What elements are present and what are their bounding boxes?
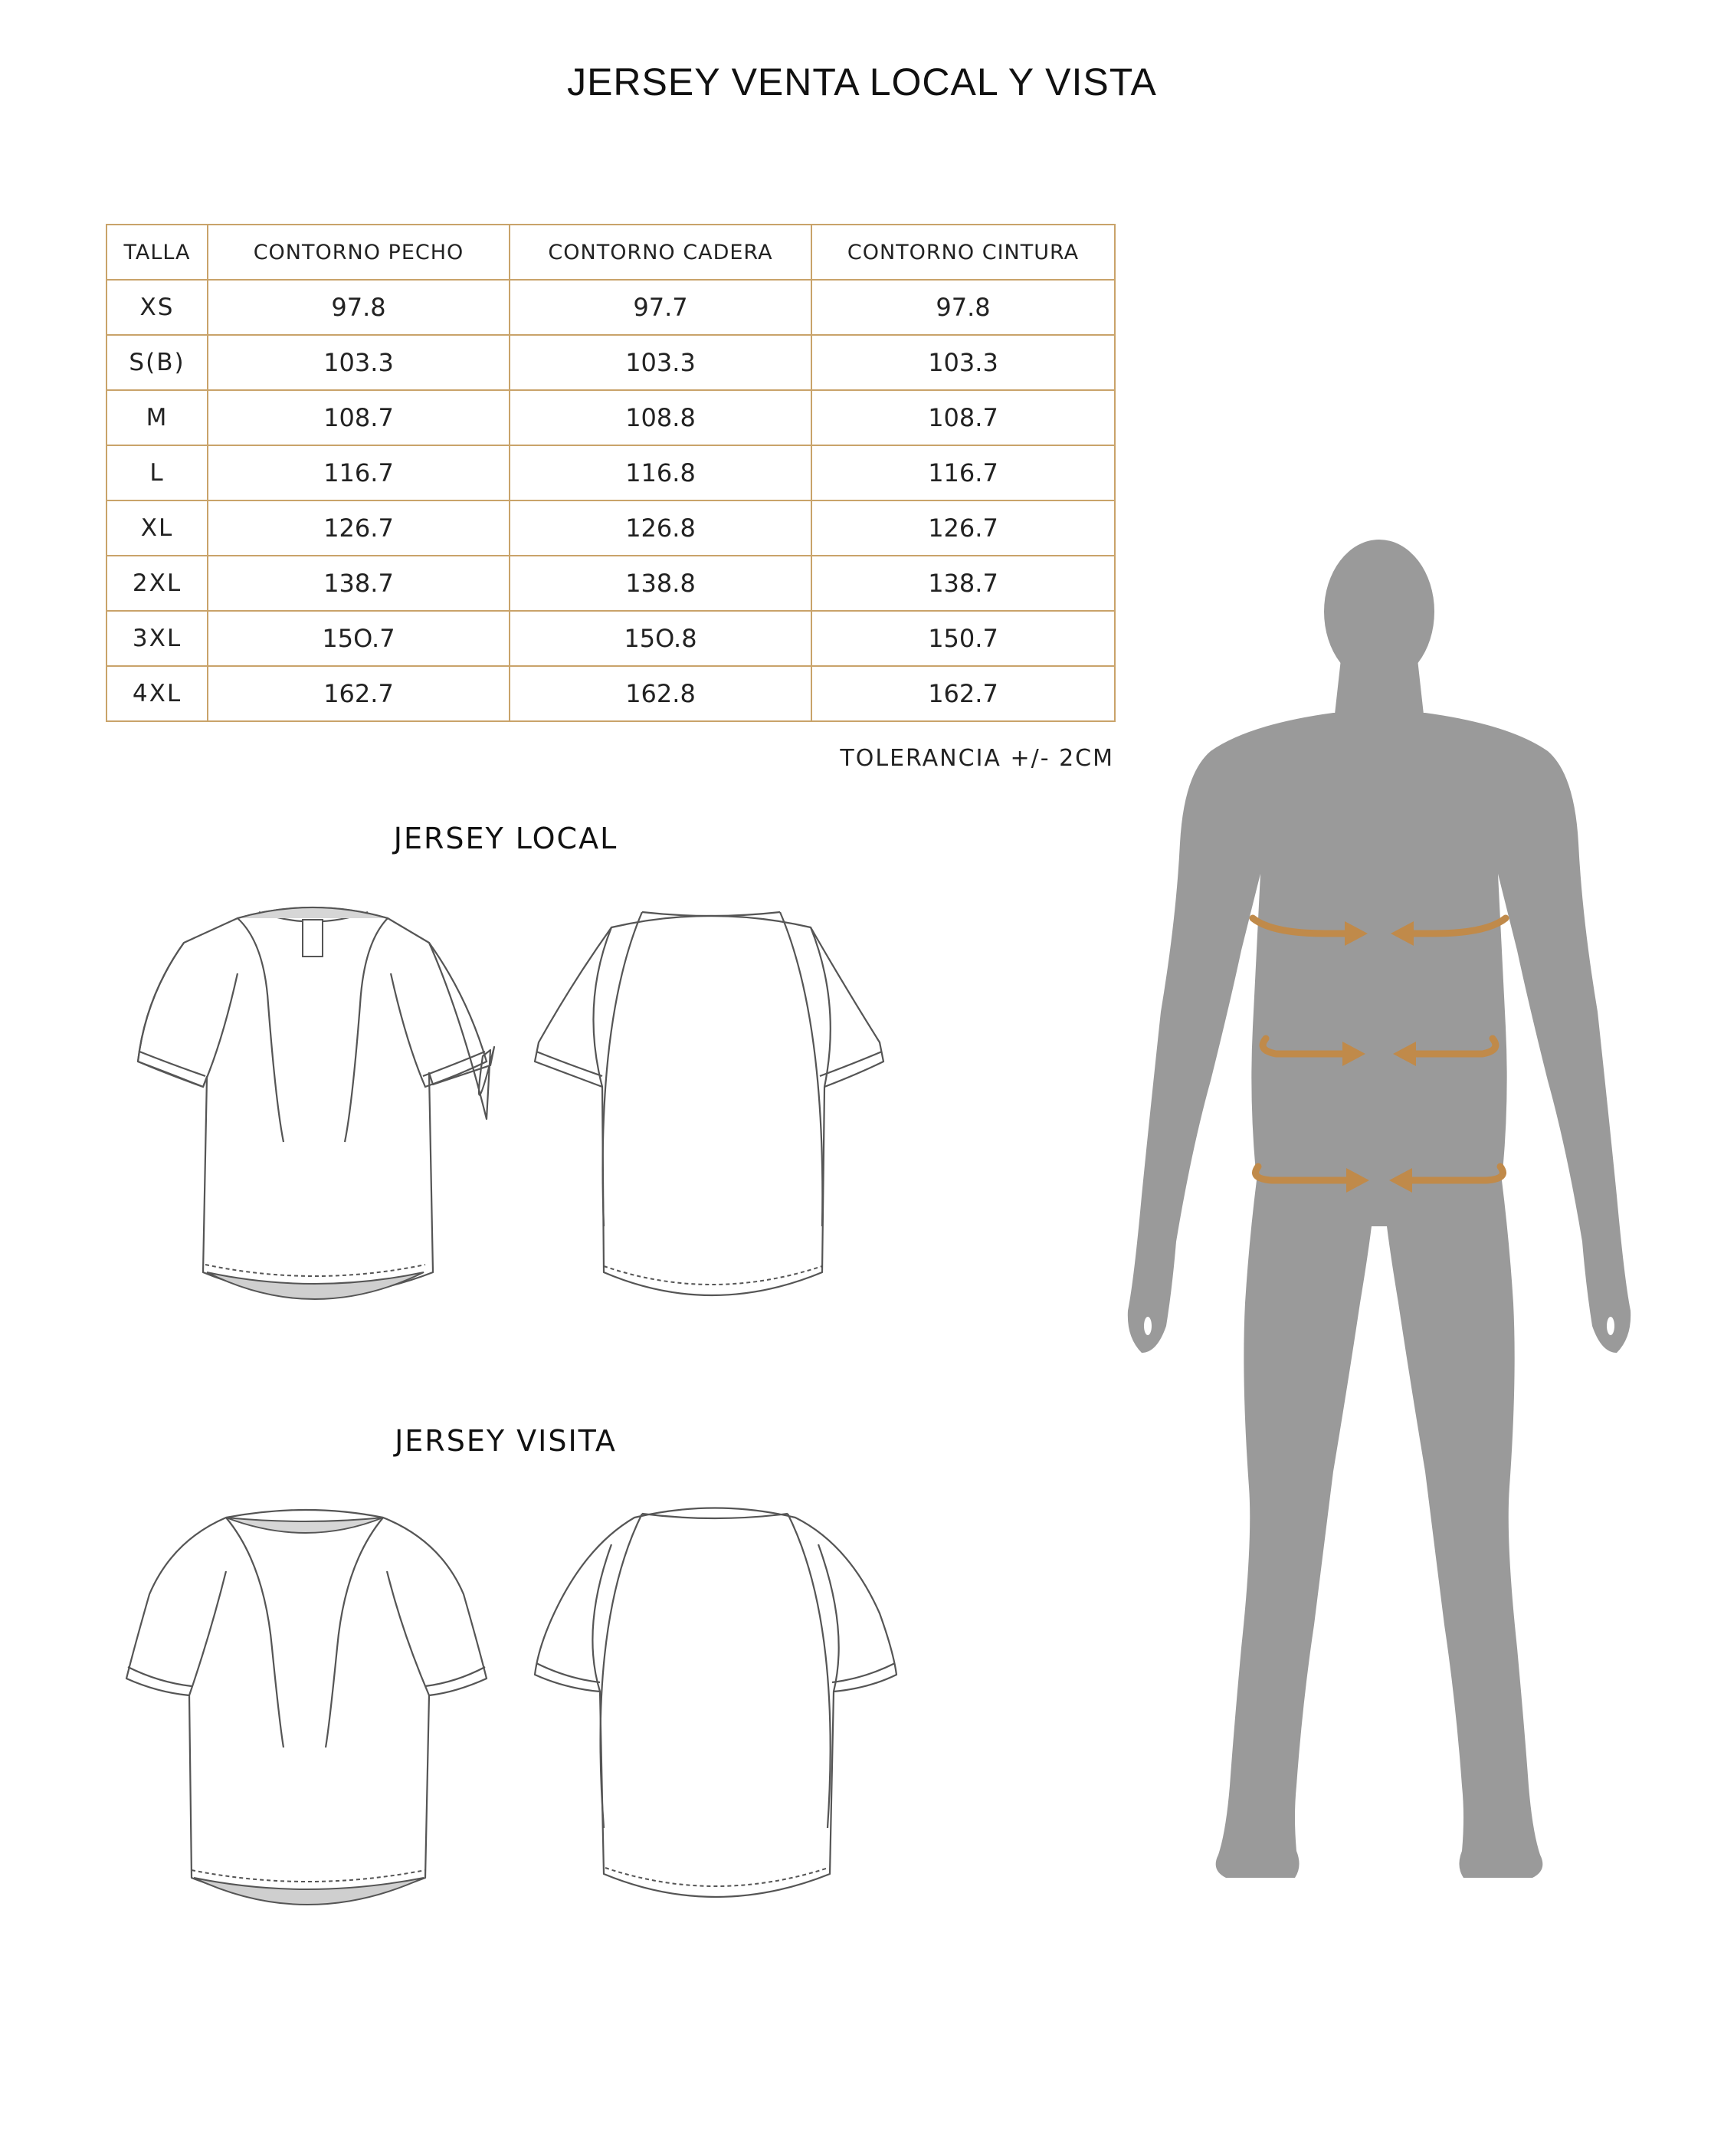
pecho-cell: 162.7: [208, 666, 510, 721]
pecho-cell: 103.3: [208, 335, 510, 390]
table-row: [107, 390, 1115, 445]
jersey-visita-back-drawing: [527, 1491, 903, 1920]
size-cell: 3XL: [107, 611, 208, 666]
pecho-cell: 126.7: [208, 500, 510, 556]
pecho-cell: 15O.7: [208, 611, 510, 666]
cintura-cell: 162.7: [811, 666, 1115, 721]
cintura-cell: 138.7: [811, 556, 1115, 611]
header-cadera: CONTORNO CADERA: [510, 225, 811, 280]
cadera-cell: 116.8: [510, 445, 811, 500]
table-row: [107, 556, 1115, 611]
header-cintura: CONTORNO CINTURA: [811, 225, 1115, 280]
pecho-cell: 97.8: [208, 280, 510, 335]
section-title-local: JERSEY LOCAL: [393, 822, 618, 855]
cadera-cell: 15O.8: [510, 611, 811, 666]
cadera-cell: 97.7: [510, 280, 811, 335]
table-row: [107, 500, 1115, 556]
table-row: [107, 611, 1115, 666]
header-pecho: CONTORNO PECHO: [208, 225, 510, 280]
pecho-cell: 138.7: [208, 556, 510, 611]
page-title: JERSEY VENTA LOCAL Y VISTA: [567, 61, 1157, 103]
size-cell: M: [107, 390, 208, 445]
cintura-cell: 108.7: [811, 390, 1115, 445]
table-row: [107, 445, 1115, 500]
cintura-cell: 150.7: [811, 611, 1115, 666]
size-cell: 4XL: [107, 666, 208, 721]
table-row: [107, 280, 1115, 335]
size-cell: S(B): [107, 335, 208, 390]
cintura-cell: 126.7: [811, 500, 1115, 556]
section-title-visita: JERSEY VISITA: [395, 1424, 617, 1458]
body-measurement-figure: [1096, 521, 1663, 1977]
table-row: [107, 335, 1115, 390]
cadera-cell: 162.8: [510, 666, 811, 721]
cadera-cell: 138.8: [510, 556, 811, 611]
cintura-cell: 116.7: [811, 445, 1115, 500]
human-silhouette: [1128, 540, 1631, 1878]
cadera-cell: 103.3: [510, 335, 811, 390]
table-row: [107, 666, 1115, 721]
size-cell: XS: [107, 280, 208, 335]
jersey-visita-front-drawing: [119, 1495, 494, 1924]
pecho-cell: 108.7: [208, 390, 510, 445]
size-cell: 2XL: [107, 556, 208, 611]
jersey-local-back-drawing: [527, 889, 895, 1318]
cadera-cell: 108.8: [510, 390, 811, 445]
size-cell: XL: [107, 500, 208, 556]
table-header-row: [107, 225, 1115, 280]
size-cell: L: [107, 445, 208, 500]
pecho-cell: 116.7: [208, 445, 510, 500]
tolerance-note: TOLERANCIA +/- 2CM: [840, 745, 1114, 772]
jersey-local-front-drawing: [130, 889, 498, 1318]
cadera-cell: 126.8: [510, 500, 811, 556]
size-table: [106, 224, 1116, 722]
cintura-cell: 97.8: [811, 280, 1115, 335]
cintura-cell: 103.3: [811, 335, 1115, 390]
header-talla: TALLA: [107, 225, 208, 280]
